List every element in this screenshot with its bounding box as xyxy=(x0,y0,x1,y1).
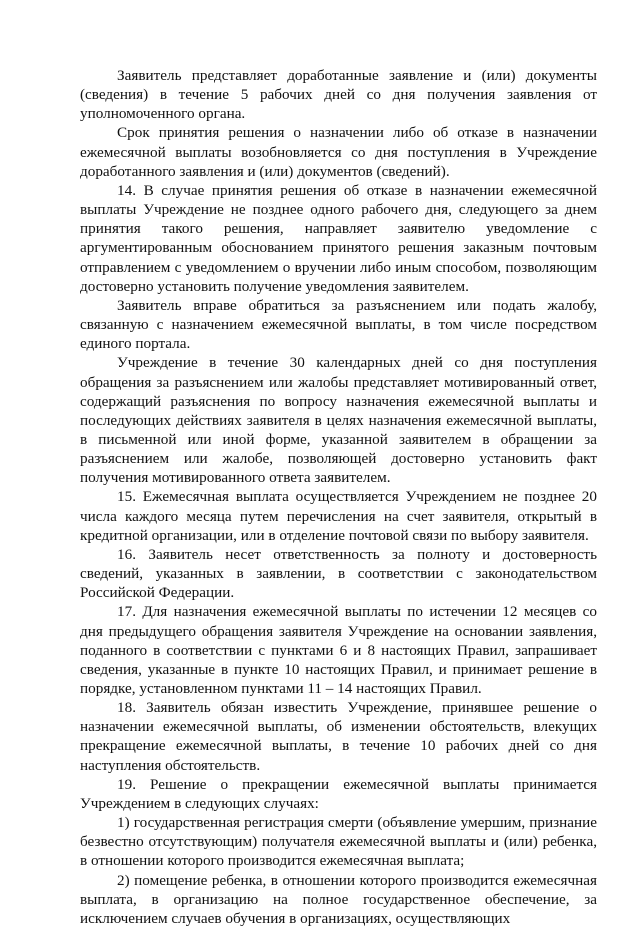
paragraph: 14. В случае принятия решения об отказе в назначении ежемесячной выплаты Учреждение не позднее одного рабочего дня, следующего за днем принятия такого решения, направляет заявителю уведомление с аргументированным обоснованием принятого решения заказным почтовым отправлением с уведомлением о вручении либо иным способом, позволяющим достоверно установить получение уведомления заявителем. xyxy=(80,181,597,295)
paragraph: 15. Ежемесячная выплата осуществляется Учреждением не позднее 20 числа каждого месяца путем перечисления на счет заявителя, открытый в кредитной организации, или в отделение почтовой связи по выбору заявителя. xyxy=(80,488,597,544)
paragraph: Учреждение в течение 30 календарных дней со дня поступления обращения за разъяснением или жалобы представляет мотивированный ответ, содержащий разъяснения по вопросу назначения ежемесячной выплаты и последующих действиях заявителя в целях назначения ежемесячной выплаты, в письменной или иной форме, указанной заявителем в обращении за разъяснением или жалобе, позволяющей достоверно установить факт получения мотивированного ответа заявителем. xyxy=(80,354,597,487)
paragraph: 17. Для назначения ежемесячной выплаты по истечении 12 месяцев со дня предыдущего обращения заявителя Учреждение на основании заявления, поданного в соответствии с пунктами 6 и 8 настоящих Правил, запрашивает сведения, указанные в пункте 10 настоящих Правил, и принимает решение в порядке, установленном пунктами 11 – 14 настоящих Правил. xyxy=(80,603,597,697)
paragraph: 1) государственная регистрация смерти (объявление умершим, признание безвестно отсутствующим) получателя ежемесячной выплаты и (или) ребенка, в отношении которого производится ежемесячная выплата; xyxy=(80,814,597,870)
paragraph: Заявитель представляет доработанные заявление и (или) документы (сведения) в течение 5 рабочих дней со дня получения заявления от уполномоченного органа. xyxy=(80,67,597,123)
paragraph: Срок принятия решения о назначении либо об отказе в назначении ежемесячной выплаты возобновляется со дня поступления в Учреждение доработанного заявления и (или) документов (сведений). xyxy=(80,124,597,180)
paragraph: 19. Решение о прекращении ежемесячной выплаты принимается Учреждением в следующих случаях: xyxy=(80,775,597,812)
paragraph: 2) помещение ребенка, в отношении которого производится ежемесячная выплата, в организацию на полное государственное обеспечение, за исключением случаев обучения в организациях, осуществляющих xyxy=(80,871,597,927)
paragraph: Заявитель вправе обратиться за разъяснением или подать жалобу, связанную с назначением ежемесячной выплаты, в том числе посредством единого портала. xyxy=(80,296,597,353)
paragraph: 18. Заявитель обязан известить Учреждение, принявшее решение о назначении ежемесячной выплаты, об изменении обстоятельств, влекущих прекращение ежемесячной выплаты, в течение 10 рабочих дней со дня наступления обстоятельств. xyxy=(80,699,597,774)
paragraph: 16. Заявитель несет ответственность за полноту и достоверность сведений, указанных в заявлении, в соответствии с законодательством Российской Федерации. xyxy=(80,545,597,602)
